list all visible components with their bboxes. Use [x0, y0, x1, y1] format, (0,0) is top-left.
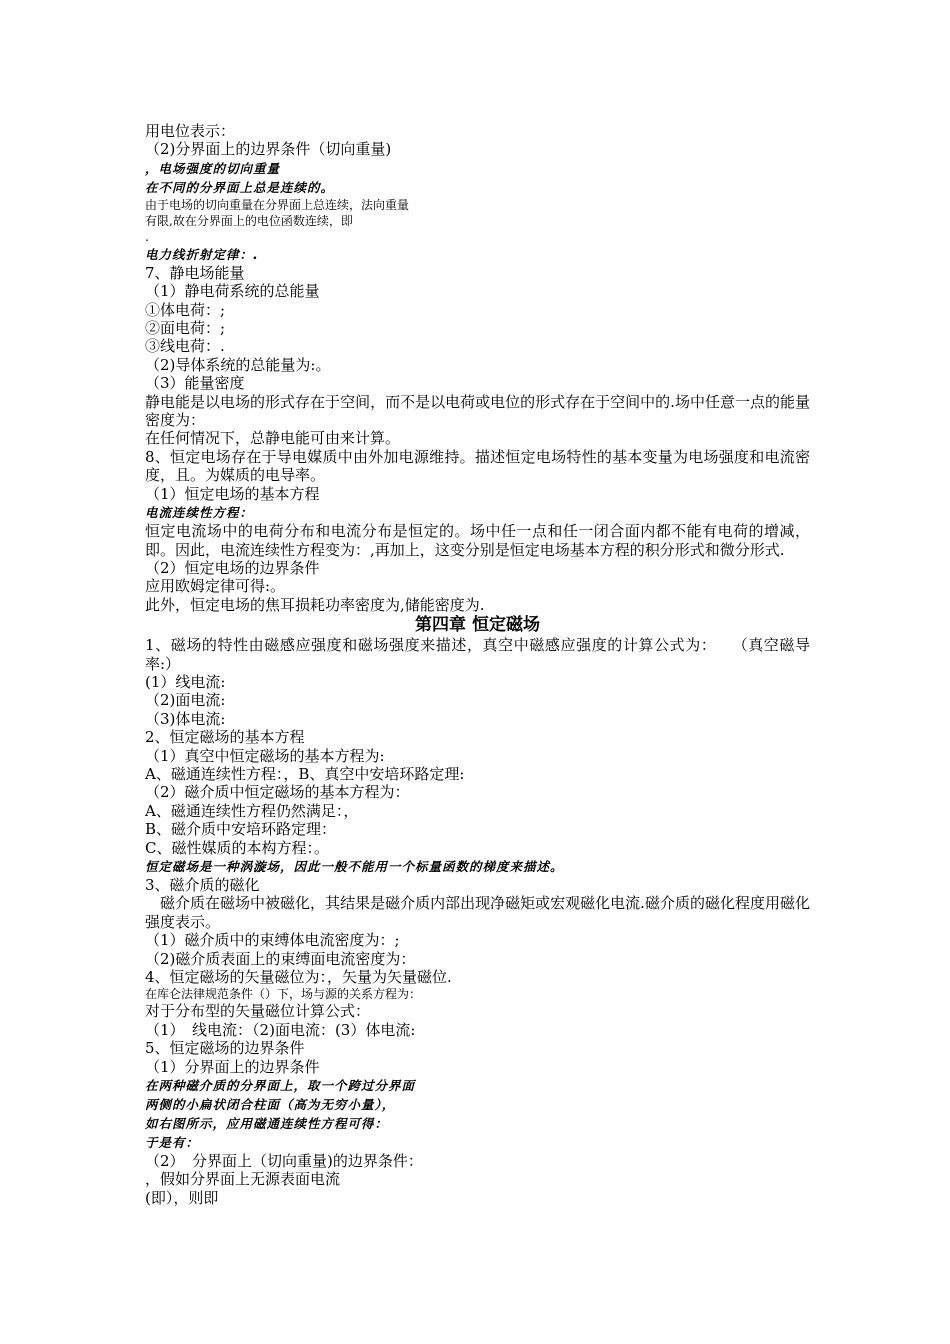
text-line: 在任何情况下，总静电能可由来计算。 [145, 429, 401, 448]
text-line: B、磁介质中安培环路定理： [145, 820, 337, 839]
paragraph: 磁介质在磁场中被磁化，其结果是磁介质内部出现净磁矩或宏观磁化电流.磁介质的磁化程度用磁化强度表示。 [145, 894, 810, 931]
text-line: . [145, 229, 149, 244]
text-line: 有限,故在分界面上的电位函数连续，即 [145, 213, 353, 228]
text-line: 用电位表示： [145, 122, 236, 140]
text-line: （2）恒定电场的边界条件 [145, 558, 320, 577]
emphasis-line: 在不同的分界面上总是连续的。 [145, 179, 335, 195]
section-heading: 7、静电场能量 [145, 263, 245, 282]
text-line: （3）能量密度 [145, 374, 245, 393]
text-line: 4、恒定磁场的矢量磁位为：，矢量为矢量磁位. [145, 968, 452, 987]
text-line: （1）静电荷系统的总能量 [145, 282, 320, 301]
emphasis-line: 在两种磁介质的分界面上，取一个跨过分界面 [145, 1078, 416, 1094]
text-line: （1）磁介质中的束缚体电流密度为：; [145, 931, 400, 950]
text-line: （2)导体系统的总能量为:。 [145, 355, 331, 374]
paragraph: 静电能是以电场的形式存在于空间，而不是以电荷或电位的形式存在于空间中的.场中任意一点的能量密度为： [145, 392, 810, 430]
paragraph: 8、恒定电场存在于导电媒质中由外加电源维持。描述恒定电场特性的基本变量为电场强度和电流密度，且。为媒质的电导率。 [145, 447, 810, 485]
text-line: 由于电场的切向重量在分界面上总连续，法向重量 [145, 197, 410, 212]
text-line: ①体电荷：; [145, 300, 226, 319]
text-line: （1） 线电流：（2)面电流：(3）体电流: [145, 1020, 416, 1039]
text-line: （2）磁介质中恒定磁场的基本方程为： [145, 783, 410, 802]
emphasis-line: ，电场强度的切向重量 [145, 160, 281, 176]
text-line: 对于分布型的矢量磁位计算公式： [145, 1002, 371, 1021]
text-line: （2)分界面上的边界条件（切向重量) [145, 140, 392, 159]
emphasis-line: 两侧的小扁状闭合柱面（高为无穷小量）， [145, 1097, 396, 1113]
text-line: (即），则即 [145, 1188, 219, 1207]
section-heading: 3、磁介质的磁化 [145, 876, 260, 894]
section-heading: 5、恒定磁场的边界条件 [145, 1039, 305, 1058]
text-line: （1）恒定电场的基本方程 [145, 484, 320, 503]
text-line: （2)面电流: [145, 691, 226, 710]
text-line: A、磁通连续性方程：，B、真空中安培环路定理: [145, 764, 465, 783]
paragraph: 恒定电流场中的电荷分布和电流分布是恒定的。场中任一点和任一闭合面内都不能有电荷的增减，即。因此，电流连续性方程变为：,再加上，这变分别是恒定电场基本方程的积分形式和微分形式. [145, 522, 810, 559]
text-line: （1）真空中恒定磁场的基本方程为: [145, 746, 385, 765]
text-line: （2)磁介质表面上的束缚面电流密度为： [145, 949, 416, 968]
text-line: 在库仑法律规范条件（）下，场与源的关系方程为： [145, 987, 422, 1002]
text-line: （3)体电流: [145, 709, 226, 728]
text-line: （2） 分界面上（切向重量)的边界条件： [145, 1152, 423, 1171]
text-line: (1）线电流: [145, 672, 226, 691]
text-line: （1）分界面上的边界条件 [145, 1057, 320, 1076]
text-line: ②面电荷：; [145, 319, 226, 338]
text-line: 应用欧姆定律可得:。 [145, 577, 286, 596]
emphasis-line: 于是有： [145, 1135, 200, 1151]
section-heading: 2、恒定磁场的基本方程 [145, 728, 305, 747]
emphasis-line: 如右图所示，应用磁通连续性方程可得： [145, 1116, 389, 1132]
chapter-title: 第四章 恒定磁场 [415, 615, 540, 636]
text-line: C、磁性媒质的本构方程：。 [145, 838, 329, 857]
emphasis-line: 恒定磁场是一种涡漩场，因此一般不能用一个标量函数的梯度来描述。 [145, 859, 564, 874]
text-line: 此外，恒定电场的焦耳损耗功率密度为,储能密度为. [145, 595, 485, 614]
emphasis-line: 电流连续性方程： [145, 505, 254, 521]
text-line: ，假如分界面上无源表面电流 [145, 1170, 341, 1189]
emphasis-line: 电力线折射定律：. [145, 246, 259, 262]
document-page [145, 122, 810, 1207]
text-line: A、磁通连续性方程仍然满足：， [145, 801, 359, 820]
text-line: ③线电荷：. [145, 337, 225, 356]
paragraph: 1、磁场的特性由磁感应强度和磁场强度来描述，真空中磁感应强度的计算公式为： （真空磁导率:） [145, 636, 810, 673]
